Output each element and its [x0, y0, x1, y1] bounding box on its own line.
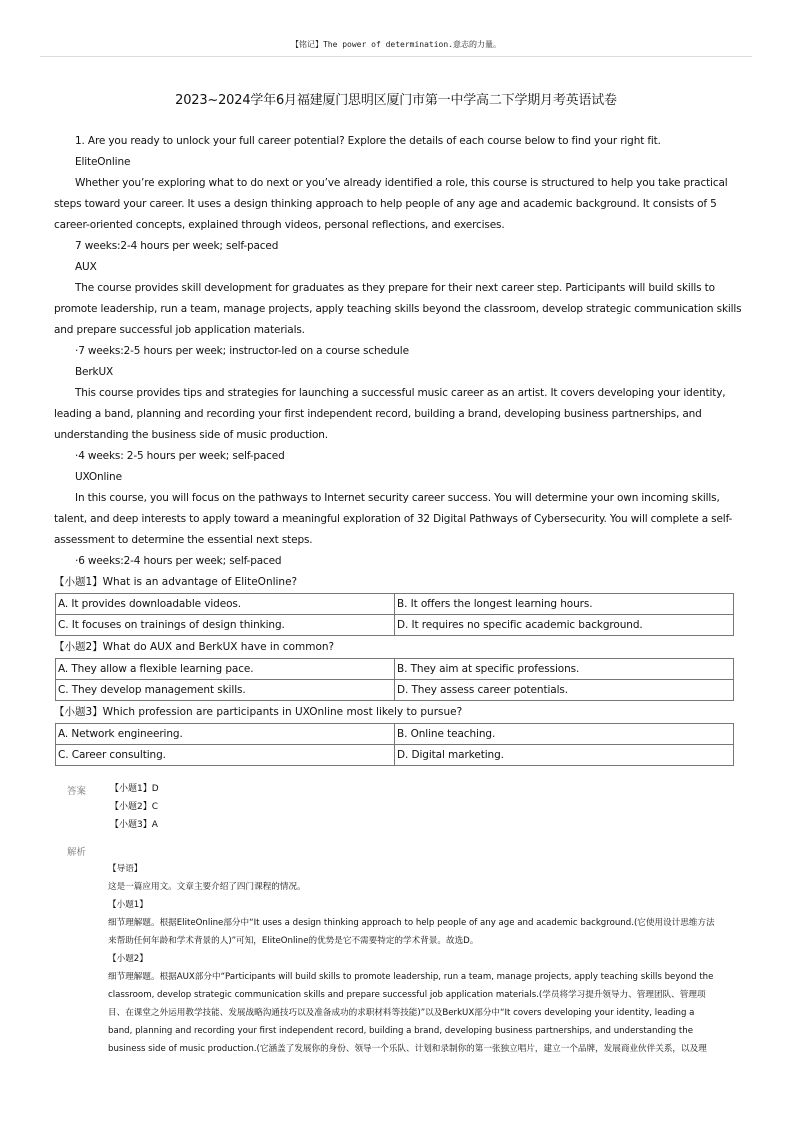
course-meta-aux: ·7 weeks:2-5 hours per week; instructor-led on a course schedule [75, 345, 409, 357]
analysis-lead-tag: 【导语】 [108, 864, 143, 874]
answer-item-2: 【小题2】C [110, 802, 159, 812]
q1-option-a[interactable]: A. It provides downloadable videos. [56, 594, 395, 615]
analysis-q2-tag: 【小题2】 [108, 954, 148, 964]
q1-option-c[interactable]: C. It focuses on trainings of design thinking. [56, 615, 395, 636]
analysis-q2-text: 细节理解题。根据AUX部分中“Participants will build skills to promote leadership, run a team, manage projects, apply teaching skills beyond the classroom, develop strategic communication skills and prepare successful job application materials.(学员将学习提升领导力、管理团队、管理项目、在课堂之外运用教学技能、发展战略沟通技巧以及准备成功的求职材料等技能)”以及BerkUX部分中“It covers developing your identity, leading a band, planning and recording your first independent record, building a brand, developing business partnerships, and understanding the business side of music production.(它涵盖了发展你的身份、领导一个乐队、计划和录制你的第一张独立唱片，建立一个品牌，发展商业伙伴关系，以及理 [108, 972, 714, 1054]
q3-option-b[interactable]: B. Online teaching. [395, 724, 734, 745]
analysis-body [108, 860, 720, 1058]
question-2-stem: 【小题2】What do AUX and BerkUX have in common? [54, 641, 335, 653]
q2-option-a[interactable]: A. They allow a flexible learning pace. [56, 659, 395, 680]
course-desc-berkux: This course provides tips and strategies for launching a successful music career as an artist. It covers developing your identity, leading a band, planning and recording your first independent record, building a brand, developing business partnerships, and understanding the business side of music production. [54, 387, 726, 441]
answer-item-1: 【小题1】D [110, 784, 159, 794]
course-name-uxonline: UXOnline [75, 471, 122, 483]
exam-title: 2023~2024学年6月福建厦门思明区厦门市第一中学高二下学期月考英语试卷 [175, 93, 617, 108]
q2-option-c[interactable]: C. They develop management skills. [56, 680, 395, 701]
analysis-label: 解析 [67, 847, 87, 858]
course-name-eliteonline: EliteOnline [75, 156, 131, 168]
q3-option-a[interactable]: A. Network engineering. [56, 724, 395, 745]
answer-item-3: 【小题3】A [110, 820, 158, 830]
question-3-options [55, 723, 734, 766]
course-meta-berkux: ·4 weeks: 2-5 hours per week; self-paced [75, 450, 285, 462]
course-meta-eliteonline: 7 weeks:2-4 hours per week; self-paced [75, 240, 279, 252]
motto-header: 【铭记】The power of determination.意志的力量。 [290, 40, 502, 49]
analysis-summary: 这是一篇应用文。文章主要介绍了四门课程的情况。 [108, 882, 306, 892]
course-name-berkux: BerkUX [75, 366, 114, 378]
answer-list [110, 780, 159, 834]
passage [54, 131, 744, 572]
q3-option-d[interactable]: D. Digital marketing. [395, 745, 734, 766]
q3-option-c[interactable]: C. Career consulting. [56, 745, 395, 766]
answer-label: 答案 [67, 786, 87, 797]
question-3-stem: 【小题3】Which profession are participants in UXOnline most likely to pursue? [54, 706, 463, 718]
course-desc-uxonline: In this course, you will focus on the pathways to Internet security career success. You will determine your own incoming skills, talent, and deep interests to apply toward a meaningful exploration of 32 Digital Pathways of Cybersecurity. You will complete a self-assessment to determine the essential next steps. [54, 492, 733, 546]
q2-option-d[interactable]: D. They assess career potentials. [395, 680, 734, 701]
analysis-q1-text: 细节理解题。根据EliteOnline部分中“It uses a design thinking approach to help people of any age and academic background.(它使用设计思维方法来帮助任何年龄和学术背景的人)”可知，EliteOnline的优势是它不需要特定的学术背景。故选D。 [108, 918, 715, 946]
q1-option-d[interactable]: D. It requires no specific academic background. [395, 615, 734, 636]
course-desc-aux: The course provides skill development for graduates as they prepare for their next career step. Participants will build skills to promote leadership, run a team, manage projects, apply teaching skills beyond the classroom, develop strategic communication skills and prepare successful job application materials. [54, 282, 742, 336]
course-meta-uxonline: ·6 weeks:2-4 hours per week; self-paced [75, 555, 282, 567]
q2-option-b[interactable]: B. They aim at specific professions. [395, 659, 734, 680]
q1-option-b[interactable]: B. It offers the longest learning hours. [395, 594, 734, 615]
course-desc-eliteonline: Whether you’re exploring what to do next or you’ve already identified a role, this course is structured to help you take practical steps toward your career. It uses a design thinking approach to help people of any age and academic background. It consists of 5 career-oriented concepts, explained through videos, personal reflections, and exercises. [54, 177, 728, 231]
analysis-q1-tag: 【小题1】 [108, 900, 148, 910]
header-divider [40, 56, 752, 57]
passage-intro: 1. Are you ready to unlock your full career potential? Explore the details of each course below to find your right fit. [75, 135, 661, 147]
question-2-options [55, 658, 734, 701]
course-name-aux: AUX [75, 261, 97, 273]
question-1-stem: 【小题1】What is an advantage of EliteOnline? [54, 576, 298, 588]
question-1-options [55, 593, 734, 636]
